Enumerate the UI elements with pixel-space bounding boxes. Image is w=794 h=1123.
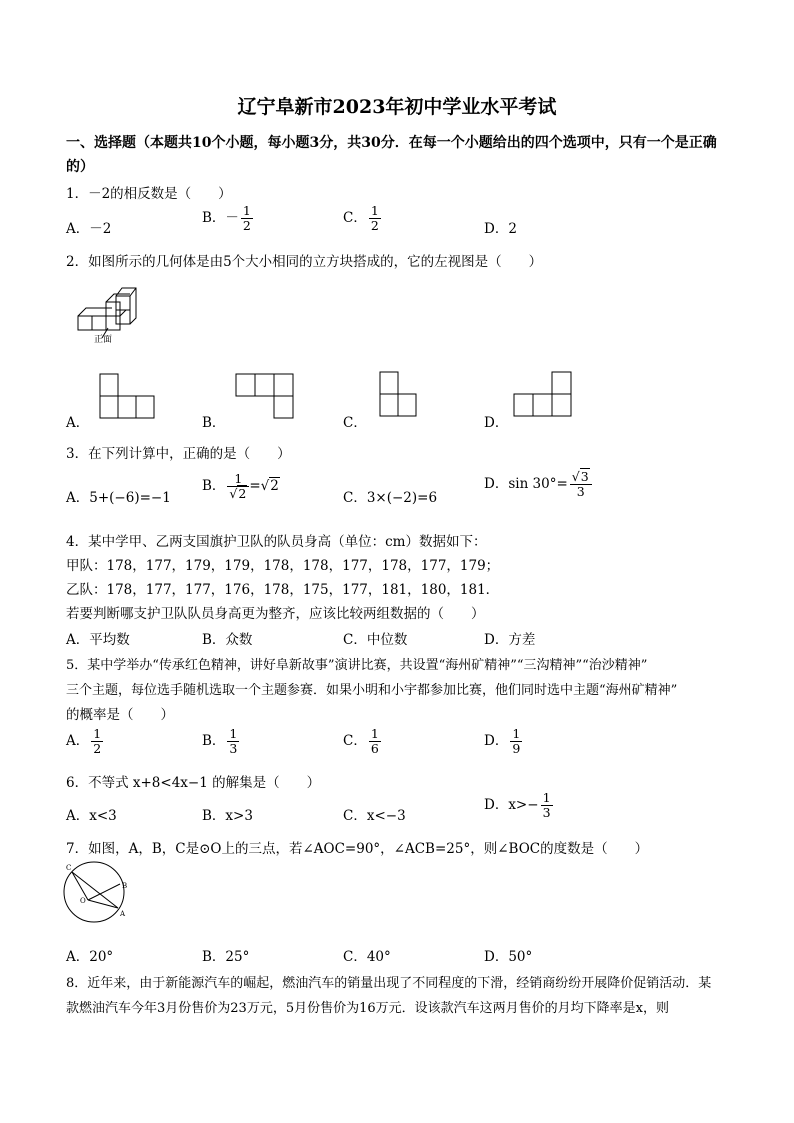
q5-option-d: D． $\frac{1}{9}$	[484, 726, 521, 756]
circle-figure	[60, 858, 130, 926]
q2-option-b: B．	[202, 415, 226, 431]
q2-view-b	[234, 372, 296, 420]
q4-option-c: C．中位数	[343, 632, 408, 648]
q3-option-a: A．5+(−6)=−1	[66, 490, 171, 506]
q6-option-a: A．x<3	[66, 808, 117, 824]
question-4-stem: 4．某中学甲、乙两支国旗护卫队的队员身高（单位：cm）数据如下：	[66, 534, 487, 550]
q3-option-b: B． $\frac{1}{√2}$ =√2	[202, 471, 279, 501]
section-heading: 一、选择题（本题共10个小题，每小题3分，共30分．在每一个小题给出的四个选项中，只有一个是正确的）	[66, 135, 717, 175]
q4-option-d: D．方差	[484, 632, 536, 648]
q7-option-d: D．50°	[484, 949, 533, 965]
question-5-line2: 三个主题，每位选手随机选取一个主题参赛．如果小明和小宇都参加比赛，他们同时选中主题“海州矿精神”	[66, 683, 678, 698]
q7-option-c: C．40°	[343, 949, 391, 965]
q3-option-c: C．3×(−2)=6	[343, 490, 438, 506]
q1-option-b: B．－ $\frac{1}{2}$	[202, 203, 251, 233]
q2-option-a: A．	[66, 415, 90, 431]
question-2-stem: 2．如图所示的几何体是由5个大小相同的立方块搭成的，它的左视图是（ ）	[66, 254, 543, 270]
question-8-line1: 8．近年来，由于新能源汽车的崛起，燃油汽车的销量出现了不同程度的下滑，经销商纷纷开展降价促销活动．某	[66, 976, 712, 991]
q5-option-a: A． $\frac{1}{2}$	[66, 726, 102, 756]
page-title: 辽宁阜新市2023年初中学业水平考试	[237, 96, 557, 118]
label-a: A	[120, 910, 126, 918]
label-c: C	[66, 864, 72, 872]
q5-option-b: B． $\frac{1}{3}$	[202, 726, 238, 756]
q3-option-d: D．sin 30°= $\frac{√3}{3}$	[484, 470, 592, 499]
q2-option-d: D．	[484, 415, 509, 431]
q2-view-a	[98, 372, 156, 420]
q1-option-a: A．－2	[66, 221, 112, 237]
question-5-line3: 的概率是（ ）	[66, 707, 174, 723]
q2-option-c: C．	[343, 415, 367, 431]
q4-option-b: B．众数	[202, 632, 253, 648]
q4-question: 若要判断哪支护卫队队员身高更为整齐，应该比较两组数据的（ ）	[66, 606, 485, 622]
front-label: 正面	[94, 335, 113, 345]
q2-view-c	[378, 370, 420, 418]
q2-view-d	[512, 370, 574, 418]
q7-option-a: A．20°	[66, 949, 114, 965]
label-o: O	[80, 897, 86, 905]
label-b: B	[122, 882, 128, 890]
question-1-stem: 1．－2的相反数是（ ）	[66, 186, 232, 202]
q4-option-a: A．平均数	[66, 632, 130, 648]
question-7-stem: 7．如图，A，B，C是⊙O上的三点，若∠AOC=90°，∠ACB=25°，则∠BOC的度数是（ ）	[66, 841, 649, 857]
q7-option-b: B．25°	[202, 949, 250, 965]
q5-option-c: C． $\frac{1}{6}$	[343, 726, 379, 756]
q1-option-d: D．2	[484, 221, 517, 237]
q1-option-c: C． $\frac{1}{2}$	[343, 203, 379, 233]
q6-option-c: C．x<−3	[343, 808, 406, 824]
question-8-line2: 款燃油汽车今年3月份售价为23万元，5月份售价为16万元．设该款汽车这两月售价的月均下降率是x，则	[66, 1001, 669, 1016]
q4-team-yi: 乙队：178，177，177，176，178，175，177，181，180，181．	[66, 582, 500, 598]
q6-option-b: B．x>3	[202, 808, 253, 824]
question-3-stem: 3．在下列计算中，正确的是（ ）	[66, 446, 291, 462]
question-6-stem: 6．不等式 x+8<4x−1 的解集是（ ）	[66, 775, 321, 791]
q6-option-d: D．x>− $\frac{1}{3}$	[484, 790, 551, 820]
q4-team-jia: 甲队：178，177，179，179，178，178，177，178，177，179；	[66, 558, 500, 574]
question-5-line1: 5．某中学举办“传承红色精神，讲好阜新故事”演讲比赛，共设置“海州矿精神”“三沟精神”“治沙精神”	[66, 658, 648, 673]
